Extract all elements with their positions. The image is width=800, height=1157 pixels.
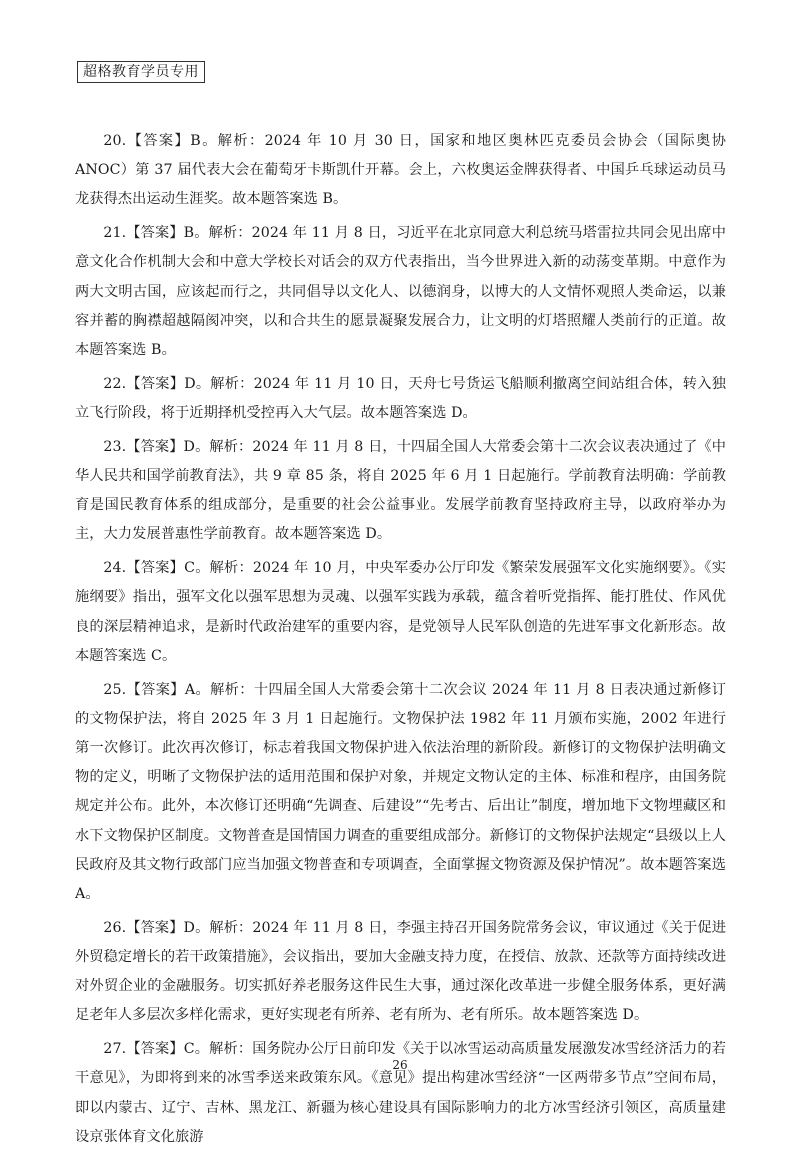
answer-list xyxy=(75,127,726,1157)
answer-25: 25.【答案】A。解析：十四届全国人大常委会第十二次会议 2024 年 11 月 8 日表决通过新修订的文物保护法，将自 2025 年 3 月 1 日起施行。文物保护法 1982 年 11 月颁布实施，2002 年进行第一次修订。此次再次修订，标志着我国文物保护进入依法治理的新阶段。新修订的文物保护法明确文物的定义，明晰了文物保护法的适用范围和保护对象，并规定文物认定的主体、标准和程序，由国务院规定并公布。此外，本次修订还明确“先调查、后建设”“先考古、后出让”制度，增加地下文物埋藏区和水下文物保护区制度。文物普查是国情国力调查的重要组成部分。新修订的文物保护法规定“县级以上人民政府及其文物行政部门应当加强文物普查和专项调查，全面掌握文物资源及保护情况”。故本题答案选 A。 xyxy=(75,681,726,903)
page-number: 26 xyxy=(392,1058,408,1072)
answer-20: 20.【答案】B。解析：2024 年 10 月 30 日，国家和地区奥林匹克委员会协会（国际奥协 ANOC）第 37 届代表大会在葡萄牙卡斯凯什开幕。会上，六枚奥运金牌获得者、中国乒乓球运动员马龙获得杰出运动生涯奖。故本题答案选 B。 xyxy=(75,133,726,208)
answer-23: 23.【答案】D。解析：2024 年 11 月 8 日，十四届全国人大常委会第十二次会议表决通过了《中华人民共和国学前教育法》，共 9 章 85 条，将自 2025 年 6 月 1 日起施行。学前教育法明确：学前教育是国民教育体系的组成部分，是重要的社会公益事业。发展学前教育坚持政府主导，以政府举办为主，大力发展普惠性学前教育。故本题答案选 D。 xyxy=(75,438,726,543)
answer-27: 27.【答案】C。解析：国务院办公厅日前印发《关于以冰雪运动高质量发展激发冰雪经济活力的若干意见》，为即将到来的冰雪季送来政策东风。《意见》提出构建冰雪经济“一区两带多节点”空间布局，即以内蒙古、辽宁、吉林、黑龙江、新疆为核心建设具有国际影响力的北方冰雪经济引领区，高质量建设京张体育文化旅游 xyxy=(75,1041,726,1145)
answer-21: 21.【答案】B。解析：2024 年 11 月 8 日，习近平在北京同意大利总统马塔雷拉共同会见出席中意文化合作机制大会和中意大学校长对话会的双方代表指出，当今世界进入新的动荡变革期。中意作为两大文明古国，应该起而行之，共同倡导以文化人、以德润身，以博大的人文情怀观照人类命运，以兼容并蓄的胸襟超越隔阂冲突，以和合共生的愿景凝聚发展合力，让文明的灯塔照耀人类前行的正道。故本题答案选 B。 xyxy=(75,225,726,359)
answer-24: 24.【答案】C。解析：2024 年 10 月，中央军委办公厅印发《繁荣发展强军文化实施纲要》。《实施纲要》指出，强军文化以强军思想为灵魂、以强军实践为承载，蕴含着听党指挥、能打胜仗、作风优良的深层精神追求，是新时代政治建军的重要内容，是党领导人民军队创造的先进军事文化新形态。故本题答案选 C。 xyxy=(75,560,726,664)
answer-22: 22.【答案】D。解析：2024 年 11 月 10 日，天舟七号货运飞船顺利撤离空间站组合体，转入独立飞行阶段，将于近期择机受控再入大气层。故本题答案选 D。 xyxy=(75,375,726,422)
watermark-label: 超格教育学员专用 xyxy=(77,61,205,83)
answer-26: 26.【答案】D。解析：2024 年 11 月 8 日，李强主持召开国务院常务会议，审议通过《关于促进外贸稳定增长的若干政策措施》，会议指出，要加大金融支持力度，在授信、放款、还款等方面持续改进对外贸企业的金融服务。切实抓好养老服务这件民生大事，通过深化改革进一步健全服务体系，更好满足老年人多层次多样化需求，更好实现老有所养、老有所为、老有所乐。故本题答案选 D。 xyxy=(75,919,726,1024)
